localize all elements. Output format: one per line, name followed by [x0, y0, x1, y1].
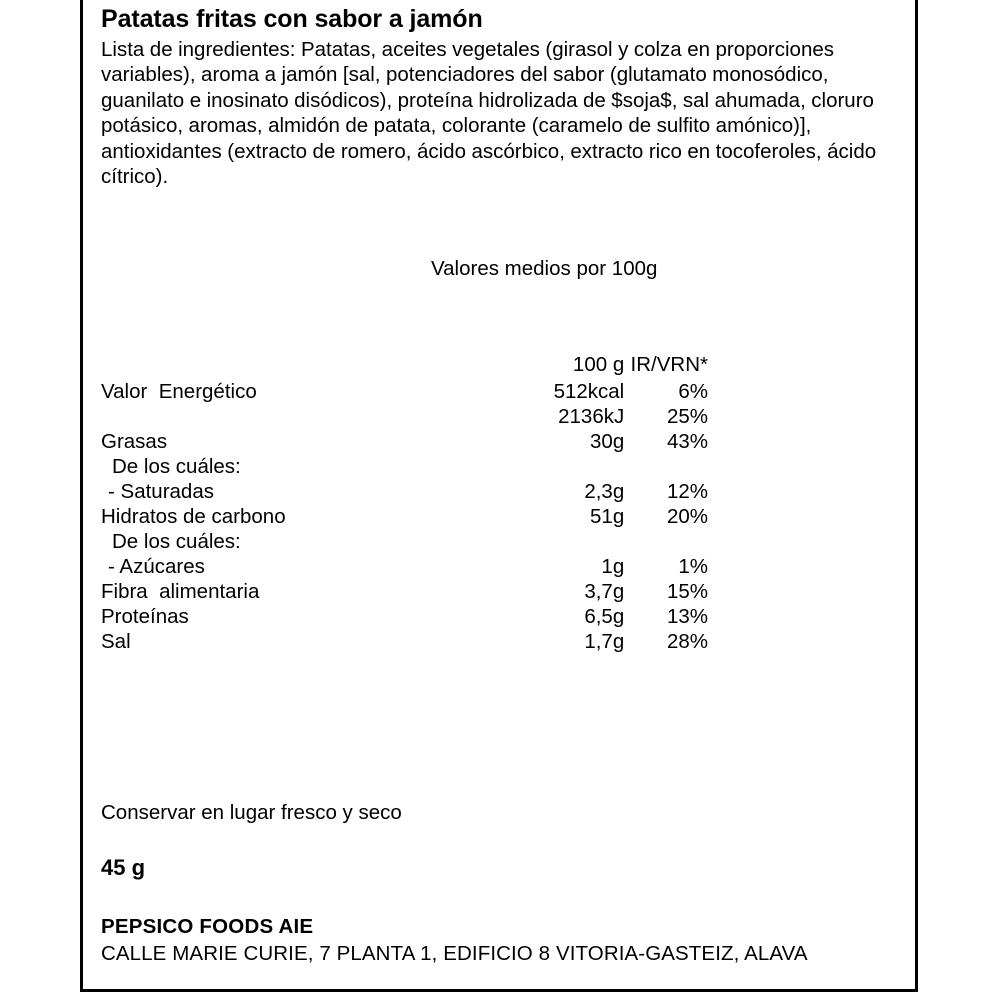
nutrition-row	[101, 579, 708, 604]
nutrition-label-panel	[80, 0, 918, 992]
nutrition-row-reference	[624, 454, 708, 479]
storage-instructions: Conservar en lugar fresco y seco	[101, 801, 402, 824]
net-weight: 45 g	[101, 855, 146, 880]
nutrition-row	[101, 554, 708, 579]
nutrition-row	[101, 604, 708, 629]
nutrition-row-reference	[624, 529, 708, 554]
nutrition-row-reference: 12%	[666, 480, 708, 503]
nutrition-row	[101, 454, 708, 479]
manufacturer-block	[101, 913, 808, 967]
nutrition-row-label: Fibra alimentaria	[101, 580, 260, 603]
nutrition-row-reference: 1%	[678, 555, 708, 578]
nutrition-row-amount	[508, 454, 624, 479]
nutrition-row-label: De los cuáles:	[112, 530, 241, 553]
nutrition-table	[101, 352, 708, 654]
nutrition-row	[101, 429, 708, 454]
nutrition-row	[101, 504, 708, 529]
average-values-heading: Valores medios por 100g	[431, 257, 658, 280]
nutrition-row-reference: 25%	[666, 405, 708, 428]
nutrition-row	[101, 379, 708, 404]
nutrition-row-label: Sal	[101, 630, 131, 653]
company-address: CALLE MARIE CURIE, 7 PLANTA 1, EDIFICIO 8 VITORIA-GASTEIZ, ALAVA	[101, 942, 808, 965]
nutrition-row-label	[101, 404, 508, 429]
nutrition-table-header-row	[101, 352, 708, 379]
nutrition-row-reference: 28%	[666, 630, 708, 653]
nutrition-row-amount: 3,7g	[584, 580, 625, 603]
nutrition-row-reference: 15%	[666, 580, 708, 603]
nutrition-row	[101, 629, 708, 654]
label-content	[83, 0, 915, 989]
column-header-amount: 100 g	[572, 353, 625, 376]
nutrition-row	[101, 529, 708, 554]
nutrition-row-reference: 20%	[666, 505, 708, 528]
nutrition-table-body	[101, 352, 708, 654]
nutrition-row-amount: 30g	[590, 430, 625, 453]
nutrition-row-amount: 51g	[590, 505, 625, 528]
nutrition-row-reference: 43%	[666, 430, 708, 453]
nutrition-row-amount	[508, 529, 624, 554]
nutrition-row	[101, 404, 708, 429]
nutrition-row-label: Grasas	[101, 430, 168, 453]
nutrition-row-reference: 13%	[666, 605, 708, 628]
nutrition-row-label: Hidratos de carbono	[101, 505, 286, 528]
nutrition-row-label: - Azúcares	[108, 555, 205, 578]
column-header-label	[101, 352, 508, 379]
nutrition-row-label: Proteínas	[101, 605, 189, 628]
product-title: Patatas fritas con sabor a jamón	[101, 5, 483, 33]
column-header-reference: IR/VRN*	[630, 353, 708, 376]
nutrition-row-amount: 2,3g	[584, 480, 625, 503]
nutrition-row-label: Valor Energético	[101, 380, 257, 403]
nutrition-row-amount: 2136kJ	[558, 405, 625, 428]
nutrition-row-reference: 6%	[678, 380, 708, 403]
company-name: PEPSICO FOODS AIE	[101, 915, 314, 938]
nutrition-row-amount: 512kcal	[553, 380, 625, 403]
nutrition-row-label: - Saturadas	[108, 480, 214, 503]
nutrition-row	[101, 479, 708, 504]
nutrition-row-label: De los cuáles:	[112, 455, 241, 478]
nutrition-row-amount: 1,7g	[584, 630, 625, 653]
nutrition-row-amount: 6,5g	[584, 605, 625, 628]
nutrition-row-amount: 1g	[601, 555, 625, 578]
ingredients-list: Lista de ingredientes: Patatas, aceites vegetales (girasol y colza en proporciones variables), aroma a jamón [sal, potenciadores del sabor (glutamato monosódico, guanilato e inosinato disódicos), proteína hidrolizada de $soja$, sal ahumada, cloruro potásico, aromas, almidón de patata, colorante (caramelo de sulfito amónico)], antioxidantes (extracto de romero, ácido ascórbico, extracto rico en tocoferoles, ácido cítrico).	[101, 38, 877, 189]
